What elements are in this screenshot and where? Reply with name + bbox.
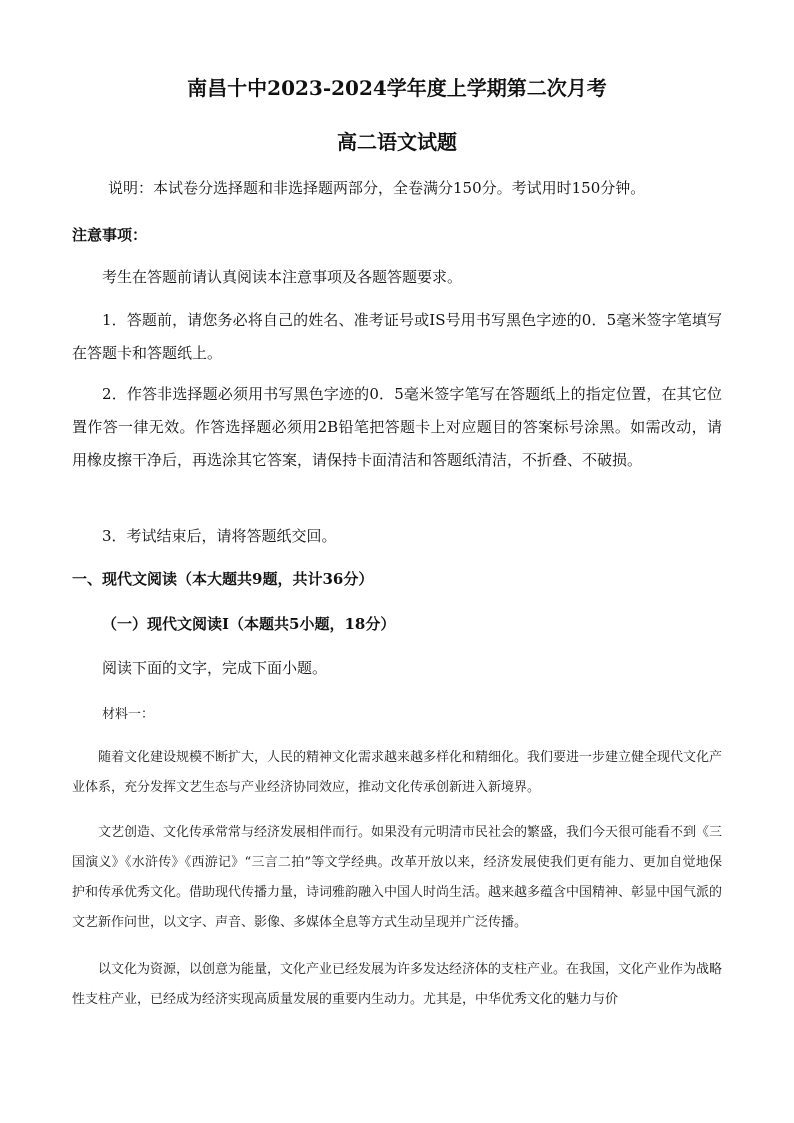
rule-item: 1．答题前，请您务必将自己的姓名、准考证号或IS号用书写黑色字迹的0．5毫米签字笔填写在答题卡和答题纸上。: [72, 311, 722, 362]
attention-lead: 考生在答题前请认真阅读本注意事项及各题答题要求。: [102, 268, 463, 286]
material-paragraph: 以文化为资源，以创意为能量，文化产业已经发展为许多发达经济体的支柱产业。在我国，文化产业作为战略性支柱产业，已经成为经济实现高质量发展的重要内生动力。尤其是，中华优秀文化的魅力与价: [72, 962, 723, 1007]
rule-item: 3．考试结束后，请将答题纸交回。: [102, 527, 337, 545]
material-paragraph: 文艺创造、文化传承常常与经济发展相伴而行。如果没有元明清市民社会的繁盛，我们今天很可能看不到《三国演义》《水浒传》《西游记》“三言二拍”等文学经典。改革开放以来，经济发展使我们更有能力、更加自觉地保护和传承优秀文化。借助现代传播力量，诗词雅韵融入中国人时尚生活。越来越多蕴含中国精神、彰显中国气派的文艺新作问世，以文字、声音、影像、多媒体全息等方式生动呈现并广泛传播。: [72, 825, 723, 930]
attention-heading: 注意事项：: [72, 226, 148, 244]
exam-title: 南昌十中2023-2024学年度上学期第二次月考: [187, 76, 607, 100]
material-label: 材料一：: [102, 707, 155, 722]
exam-note: 说明：本试卷分选择题和非选择题两部分，全卷满分150分。考试用时150分钟。: [108, 179, 646, 197]
section-subheading: （一）现代文阅读Ⅰ（本题共5小题，18分）: [102, 615, 396, 633]
exam-subtitle: 高二语文试题: [337, 130, 457, 154]
reading-instruction: 阅读下面的文字，完成下面小题。: [102, 659, 328, 677]
section-heading: 一、现代文阅读（本大题共9题，共计36分）: [72, 570, 374, 588]
material-paragraph: 随着文化建设规模不断扩大，人民的精神文化需求越来越多样化和精细化。我们要进一步建立健全现代文化产业体系，充分发挥文艺生态与产业经济协同效应，推动文化传承创新进入新境界。: [72, 750, 723, 795]
rule-item: 2．作答非选择题必须用书写黑色字迹的0．5毫米签字笔写在答题纸上的指定位置，在其它位置作答一律无效。作答选择题必须用2B铅笔把答题卡上对应题目的答案标号涂黑。如需改动，请用橡皮擦干净后，再选涂其它答案，请保持卡面清洁和答题纸清洁，不折叠、不破损。: [72, 385, 722, 469]
